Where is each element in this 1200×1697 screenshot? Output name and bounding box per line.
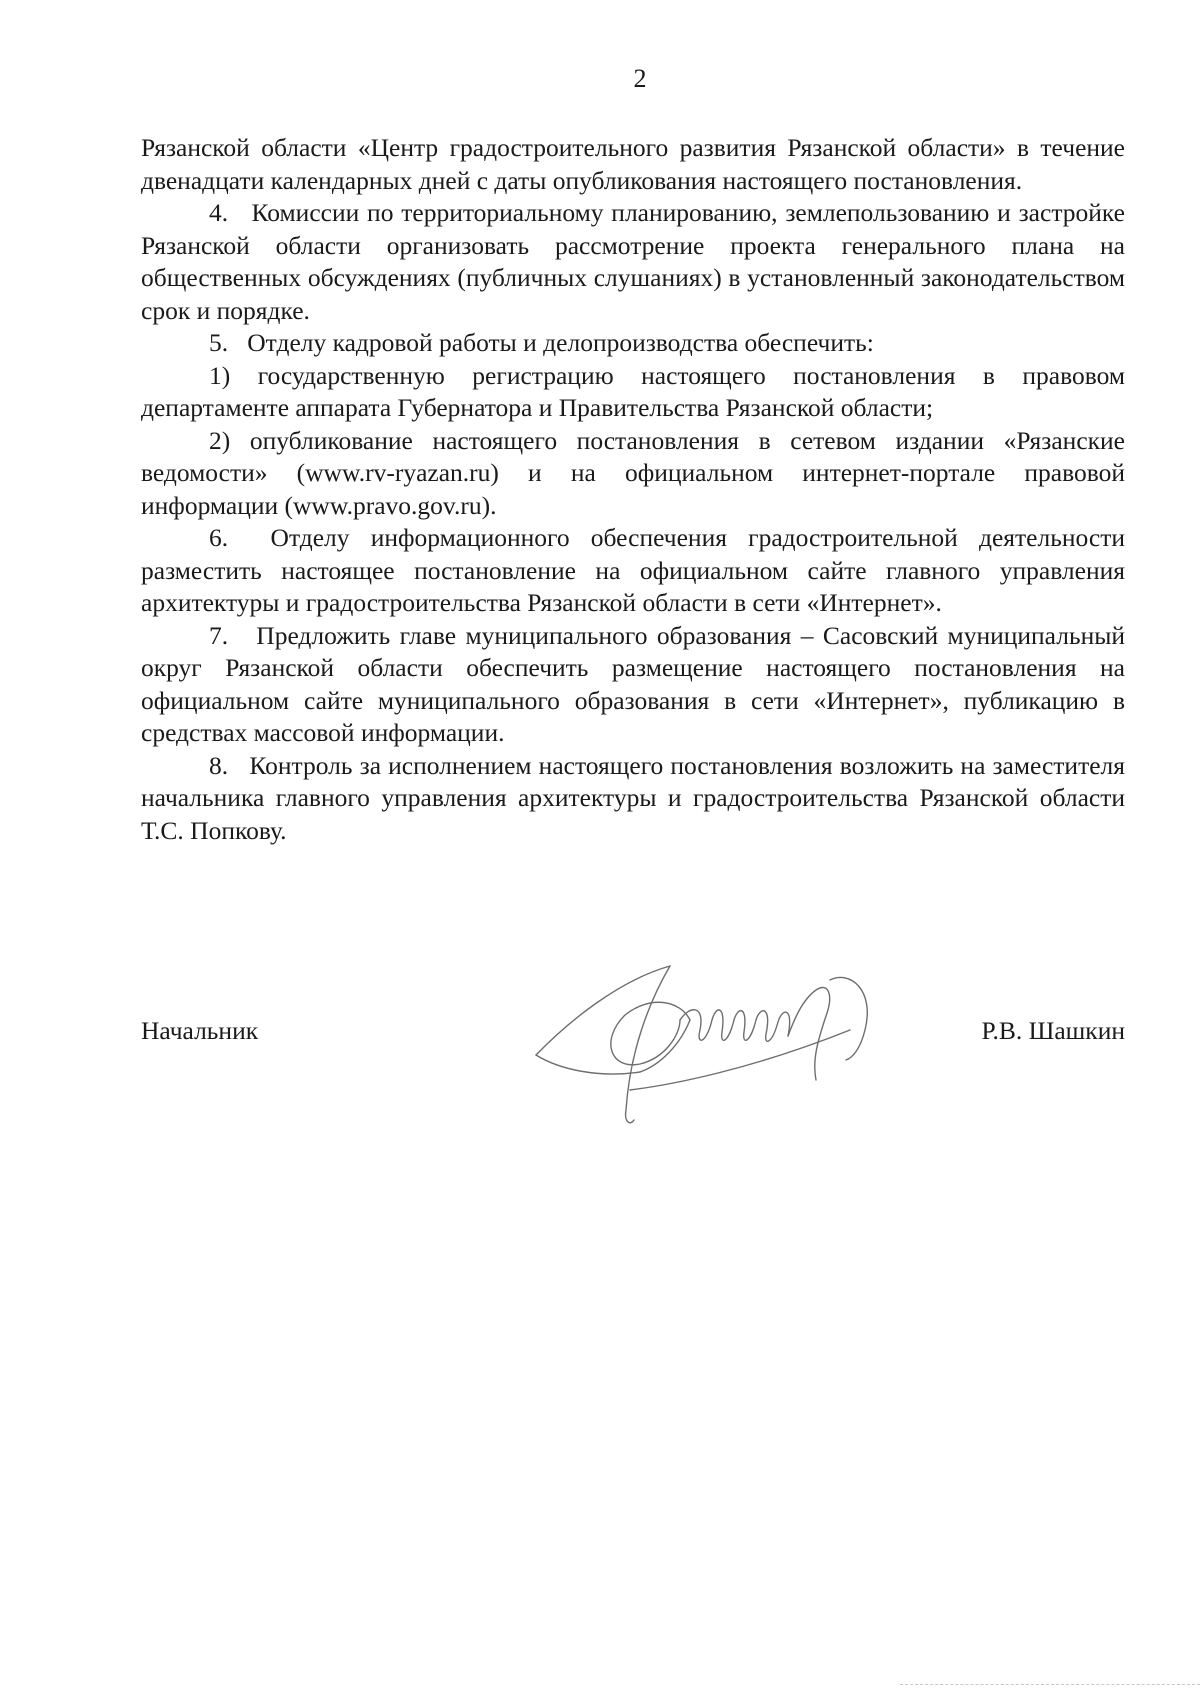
paragraph-5-item-2: 2) опубликование настоящего постановления в сетевом издании «Рязанские ведомости» (www.rv-ryazan.ru) и на официальном интернет-портале правовой информации (www.pravo.gov.ru).	[141, 425, 1125, 520]
paragraph-8: 8. Контроль за исполнением настоящего постановления возложить на заместителя начальника главного управления архитектуры и градостроительства Рязанской области Т.С. Попкову.	[141, 750, 1125, 845]
handwritten-signature	[530, 960, 910, 1130]
paragraph-5-item-1: 1) государственную регистрацию настоящего постановления в правовом департаменте аппарата Губернатора и Правительства Рязанской области;	[141, 360, 1125, 422]
signatory-position: Начальник	[141, 1016, 259, 1045]
signatory-name: Р.В. Шашкин	[981, 1016, 1125, 1045]
paragraph-3-continuation: Рязанской области «Центр градостроительного развития Рязанской области» в течение двенадцати календарных дней с даты опубликования настоящего постановления.	[141, 133, 1125, 195]
document-body	[141, 132, 1125, 847]
scan-edge-mark	[900, 1684, 1200, 1687]
paragraph-6: 6. Отделу информационного обеспечения градостроительной деятельности разместить настоящее постановление на официальном сайте главного управления архитектуры и градостроительства Рязанской области в сети «Интернет».	[141, 523, 1125, 617]
paragraph-5: 5. Отделу кадровой работы и делопроизводства обеспечить:	[209, 328, 874, 357]
paragraph-4: 4. Комиссии по территориальному планированию, землепользованию и застройке Рязанской области организовать рассмотрение проекта генерального плана на общественных обсуждениях (публичных слушаниях) в установленный законодательством срок и порядке.	[141, 198, 1125, 325]
paragraph-7: 7. Предложить главе муниципального образования – Сасовский муниципальный округ Рязанской области обеспечить размещение настоящего постановления на официальном сайте муниципального образования в сети «Интернет», публикацию в средствах массовой информации.	[141, 620, 1125, 747]
page-number: 2	[633, 64, 647, 93]
